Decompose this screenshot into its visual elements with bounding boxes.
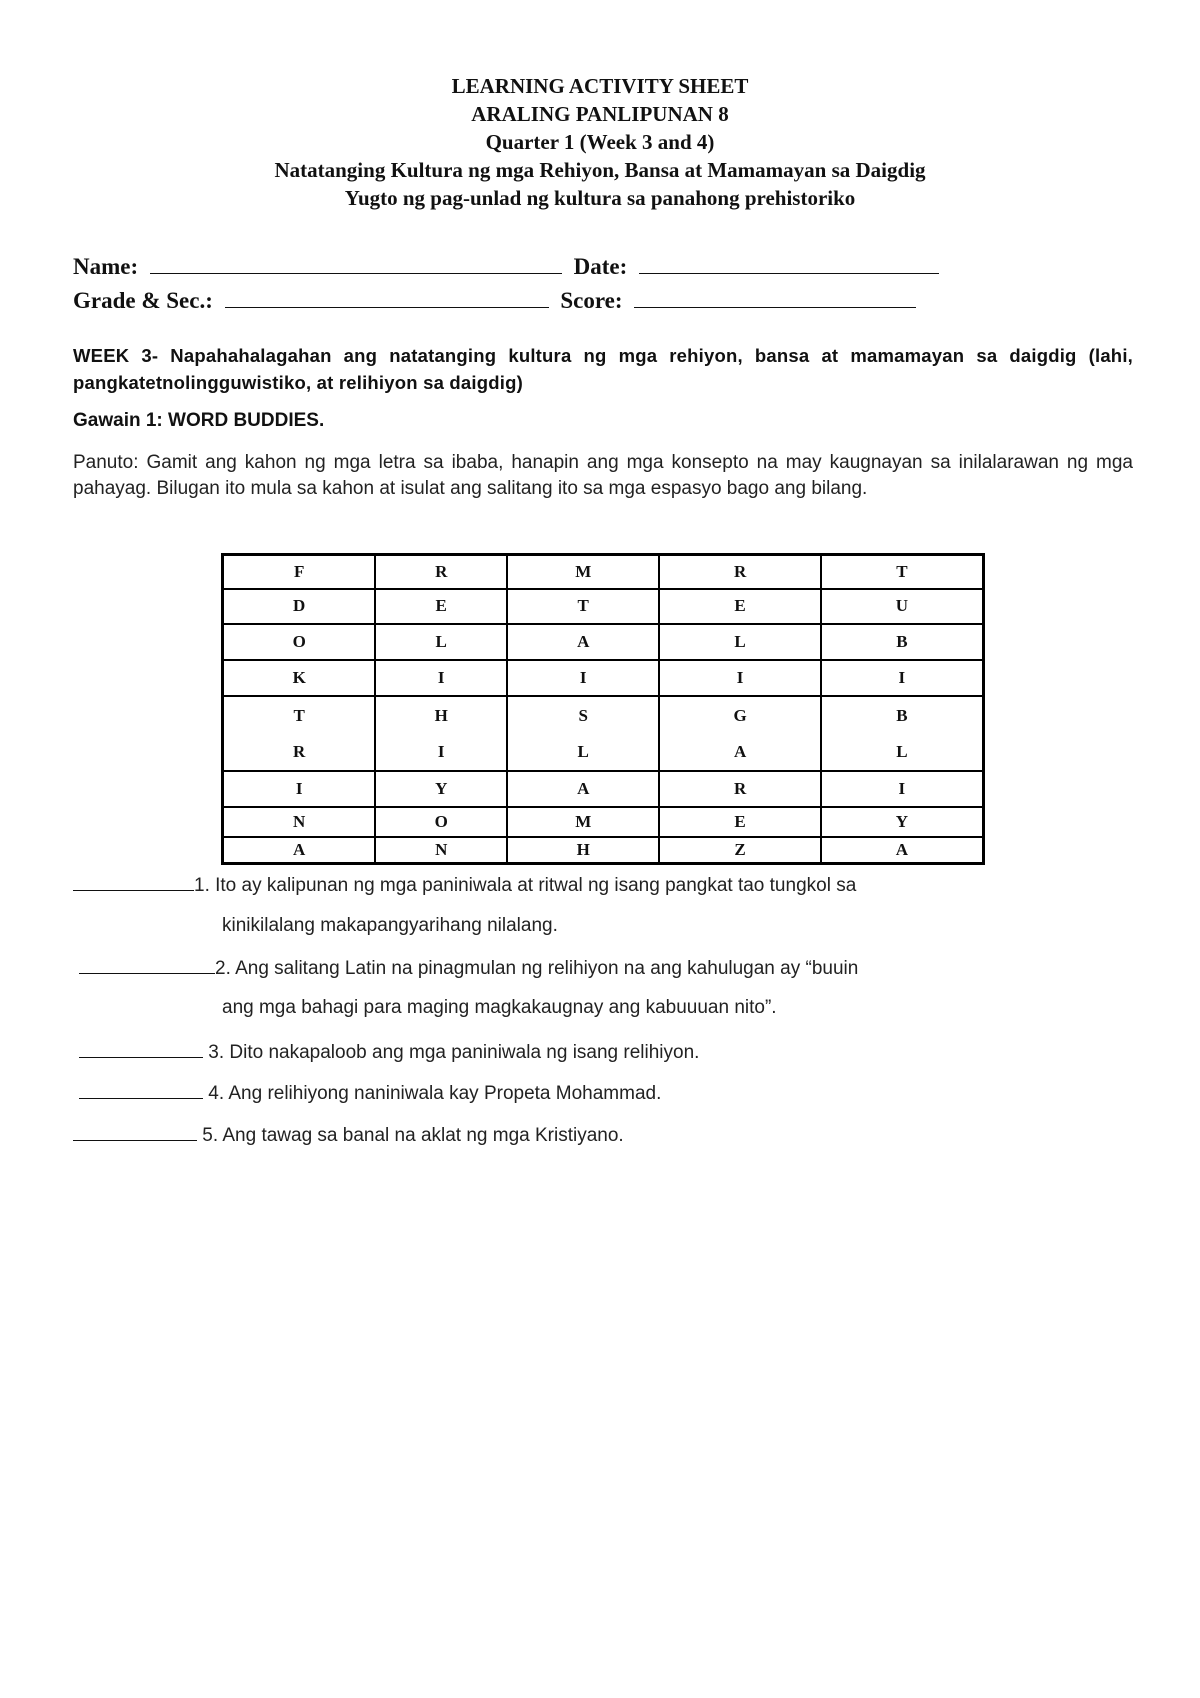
question-3 xyxy=(79,1039,699,1064)
grid-letter[interactable]: H xyxy=(434,705,448,725)
grid-letter[interactable]: I xyxy=(659,660,820,696)
grid-letter[interactable]: A xyxy=(821,837,984,863)
grid-letter[interactable]: T xyxy=(293,705,305,725)
grid-letter[interactable]: R xyxy=(659,555,820,589)
grid-letter[interactable]: B xyxy=(896,705,908,725)
grade-label: Grade & Sec.: xyxy=(73,288,213,313)
question-2-text: 2. Ang salitang Latin na pinagmulan ng relihiyon na ang kahulugan ay “buuin xyxy=(215,958,859,979)
grid-letter[interactable]: L xyxy=(896,741,908,761)
question-4-text: 4. Ang relihiyong naniniwala kay Propeta Mohammad. xyxy=(208,1083,662,1104)
grid-letter[interactable]: N xyxy=(223,807,376,837)
grid-letter[interactable]: T xyxy=(507,589,659,624)
grid-letter[interactable]: Y xyxy=(821,807,984,837)
grid-letter[interactable]: L xyxy=(375,624,507,660)
grid-row xyxy=(223,807,984,837)
name-field[interactable] xyxy=(150,251,562,274)
grid-cell xyxy=(375,696,507,770)
question-5 xyxy=(73,1122,624,1147)
score-field[interactable] xyxy=(634,285,916,308)
grid-letter[interactable]: R xyxy=(659,771,820,807)
worksheet-header xyxy=(0,72,1200,212)
grid-row xyxy=(223,555,984,589)
grid-row xyxy=(223,771,984,807)
date-label: Date: xyxy=(573,254,628,279)
grid-letter[interactable]: I xyxy=(223,771,376,807)
grid-letter[interactable]: N xyxy=(375,837,507,863)
sheet-title: LEARNING ACTIVITY SHEET xyxy=(451,74,749,98)
grid-cell xyxy=(659,696,820,770)
grid-letter[interactable]: F xyxy=(223,555,376,589)
grid-letter[interactable]: D xyxy=(223,589,376,624)
date-field[interactable] xyxy=(639,251,939,274)
grid-letter[interactable]: O xyxy=(375,807,507,837)
question-1-continued: kinikilalang makapangyarihang nilalang. xyxy=(222,915,558,936)
instructions: Panuto: Gamit ang kahon ng mga letra sa ibaba, hanapin ang mga konsepto na may kaugnayan sa inilalarawan ng mga pahayag. Bilugan ito mula sa kahon at isulat ang salitang ito sa mga espasyo bago ang bilang. xyxy=(73,452,1133,499)
grid-letter[interactable]: I xyxy=(437,741,445,761)
grid-letter[interactable]: G xyxy=(733,705,747,725)
answer-blank-1[interactable] xyxy=(73,872,194,891)
grid-letter[interactable]: U xyxy=(821,589,984,624)
topic-title: Natatanging Kultura ng mga Rehiyon, Bansa at Mamamayan sa Daigdig xyxy=(274,158,926,182)
grid-letter[interactable]: R xyxy=(293,741,306,761)
quarter-label: Quarter 1 (Week 3 and 4) xyxy=(485,130,715,154)
grid-letter[interactable]: B xyxy=(821,624,984,660)
grid-cell xyxy=(821,696,984,770)
grade-field[interactable] xyxy=(225,285,549,308)
grid-letter[interactable]: I xyxy=(375,660,507,696)
grid-letter[interactable]: M xyxy=(507,555,659,589)
grid-cell xyxy=(507,696,659,770)
grid-letter[interactable]: E xyxy=(375,589,507,624)
grid-letter[interactable]: I xyxy=(821,771,984,807)
name-label: Name: xyxy=(73,254,139,279)
letter-grid xyxy=(221,553,985,865)
grid-letter[interactable]: A xyxy=(507,624,659,660)
question-1-text: 1. Ito ay kalipunan ng mga paniniwala at ritwal ng isang pangkat tao tungkol sa xyxy=(194,875,857,896)
subject-title: ARALING PANLIPUNAN 8 xyxy=(471,102,729,126)
question-3-text: 3. Dito nakapaloob ang mga paniniwala ng isang relihiyon. xyxy=(208,1042,700,1063)
question-2 xyxy=(79,955,858,980)
grid-letter[interactable]: K xyxy=(223,660,376,696)
grid-row xyxy=(223,696,984,770)
grid-letter[interactable]: I xyxy=(821,660,984,696)
info-row-name-date xyxy=(73,250,939,284)
grid-letter[interactable]: A xyxy=(507,771,659,807)
grid-cell xyxy=(223,696,376,770)
question-2-continued: ang mga bahagi para maging magkakaugnay ang kabuuuan nito”. xyxy=(222,997,777,1018)
grid-letter[interactable]: A xyxy=(223,837,376,863)
answer-blank-5[interactable] xyxy=(73,1122,197,1141)
grid-letter[interactable]: A xyxy=(733,741,747,761)
grid-row xyxy=(223,837,984,863)
grid-letter[interactable]: S xyxy=(578,705,588,725)
question-1 xyxy=(73,872,856,897)
answer-blank-2[interactable] xyxy=(79,955,215,974)
grid-letter[interactable]: Y xyxy=(375,771,507,807)
grid-letter[interactable]: H xyxy=(507,837,659,863)
grid-letter[interactable]: R xyxy=(375,555,507,589)
grid-letter[interactable]: Z xyxy=(659,837,820,863)
grid-row xyxy=(223,624,984,660)
info-row-grade-score xyxy=(73,284,939,318)
subtopic-title: Yugto ng pag-unlad ng kultura sa panahong prehistoriko xyxy=(344,186,856,210)
activity-title: Gawain 1: WORD BUDDIES. xyxy=(73,410,325,431)
grid-letter[interactable]: L xyxy=(577,741,589,761)
student-info xyxy=(73,250,939,318)
grid-row xyxy=(223,589,984,624)
week-3-objective: WEEK 3- Napahahalagahan ang natatanging kultura ng mga rehiyon, bansa at mamamayan sa daigdig (lahi, pangkatetnolingguwistiko, at relihiyon sa daigdig) xyxy=(73,345,1133,393)
grid-letter[interactable]: T xyxy=(821,555,984,589)
question-4 xyxy=(79,1080,661,1105)
answer-blank-3[interactable] xyxy=(79,1039,203,1058)
grid-letter[interactable]: L xyxy=(659,624,820,660)
grid-letter[interactable]: I xyxy=(507,660,659,696)
grid-letter[interactable]: E xyxy=(659,807,820,837)
score-label: Score: xyxy=(560,288,623,313)
grid-letter[interactable]: M xyxy=(507,807,659,837)
grid-row xyxy=(223,660,984,696)
grid-letter[interactable]: O xyxy=(223,624,376,660)
answer-blank-4[interactable] xyxy=(79,1080,203,1099)
grid-letter[interactable]: E xyxy=(659,589,820,624)
question-5-text: 5. Ang tawag sa banal na aklat ng mga Kristiyano. xyxy=(202,1125,624,1146)
